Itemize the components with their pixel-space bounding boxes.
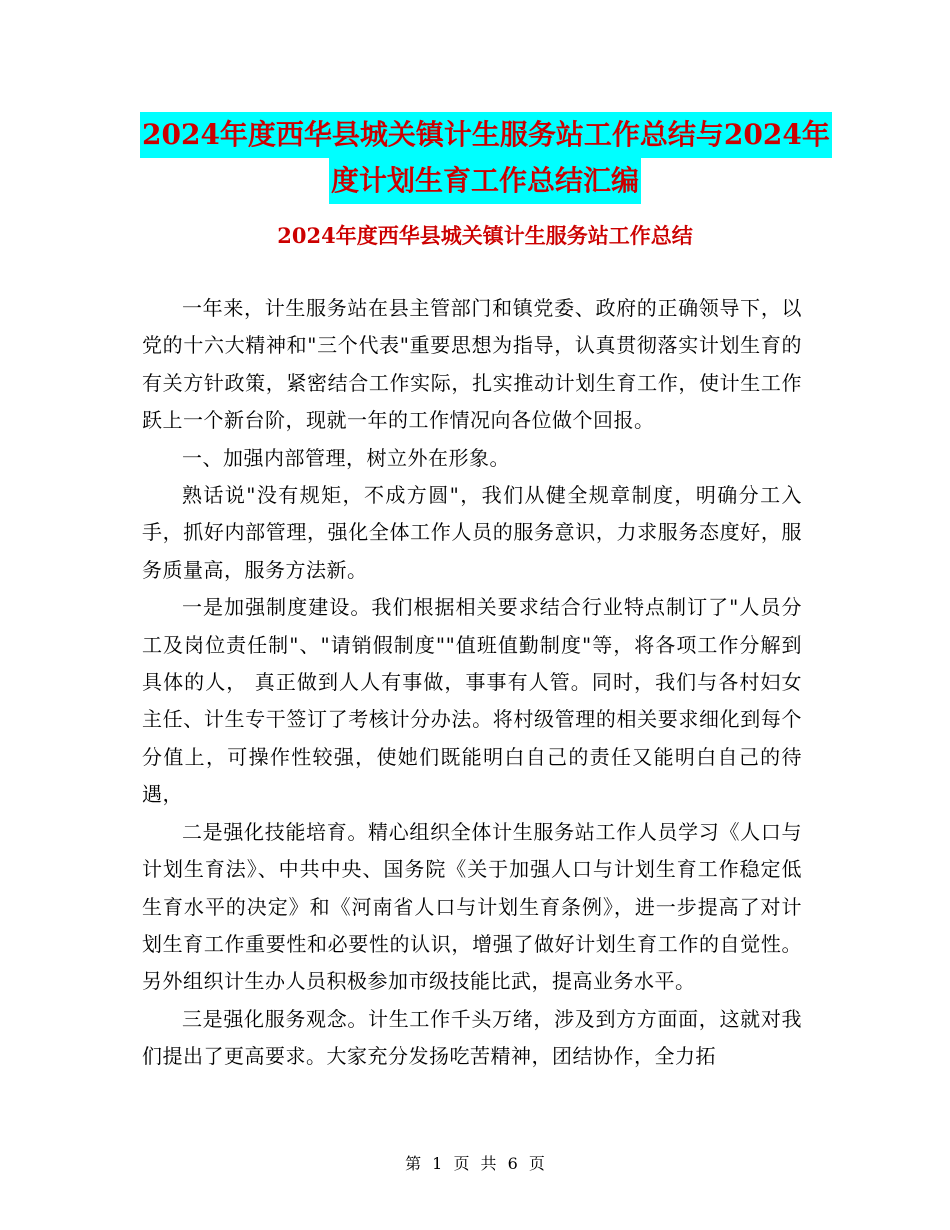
paragraph-intro: 一年来，计生服务站在县主管部门和镇党委、政府的正确领导下，以党的十六大精神和"三个代表"重要思想为指导，认真贯彻落实计划生育的有关方针政策，紧密结合工作实际，扎实推动计划生育工作，使计生工作跃上一个新台阶，现就一年的工作情况向各位做个回报。	[142, 296, 802, 433]
title-line-1: 2024年度西华县城关镇计生服务站工作总结与2024年	[140, 112, 832, 158]
body-text	[142, 290, 802, 1076]
page-number-footer: 第 1 页 共 6 页	[405, 1154, 545, 1173]
paragraph-system-building: 一是加强制度建设。我们根据相关要求结合行业特点制订了"人员分工及岗位责任制"、"请销假制度""值班值勤制度"等，将各项工作分解到具体的人， 真正做到人人有事做，事事有人管。同时，我们与各村妇女主任、计生专干签订了考核计分办法。将村级管理的相关要求细化到每个分值上，可操作性较强，使她们既能明白自己的责任又能明白自己的待遇，	[142, 595, 802, 807]
paragraph-rules: 熟话说"没有规矩，不成方圆"，我们从健全规章制度，明确分工入手，抓好内部管理，强化全体工作人员的服务意识，力求服务态度好，服务质量高，服务方法新。	[142, 483, 802, 582]
section-subtitle: 2024年度西华县城关镇计生服务站工作总结	[277, 223, 693, 248]
paragraph-service-concept: 三是强化服务观念。计生工作千头万绪，涉及到方方面面，这就对我们提出了更高要求。大家充分发扬吃苦精神，团结协作，全力拓	[142, 1006, 802, 1069]
title-line-2: 度计划生育工作总结汇编	[329, 158, 641, 204]
paragraph-heading-1: 一、加强内部管理，树立外在形象。	[182, 445, 510, 470]
paragraph-skill-training: 二是强化技能培育。精心组织全体计生服务站工作人员学习《人口与计划生育法》、中共中央、国务院《关于加强人口与计划生育工作稳定低生育水平的决定》和《河南省人口与计划生育条例》，进一步提高了对计划生育工作重要性和必要性的认识，增强了做好计划生育工作的自觉性。另外组织计生办人员积极参加市级技能比武，提高业务水平。	[142, 819, 802, 994]
document-title	[140, 112, 830, 204]
